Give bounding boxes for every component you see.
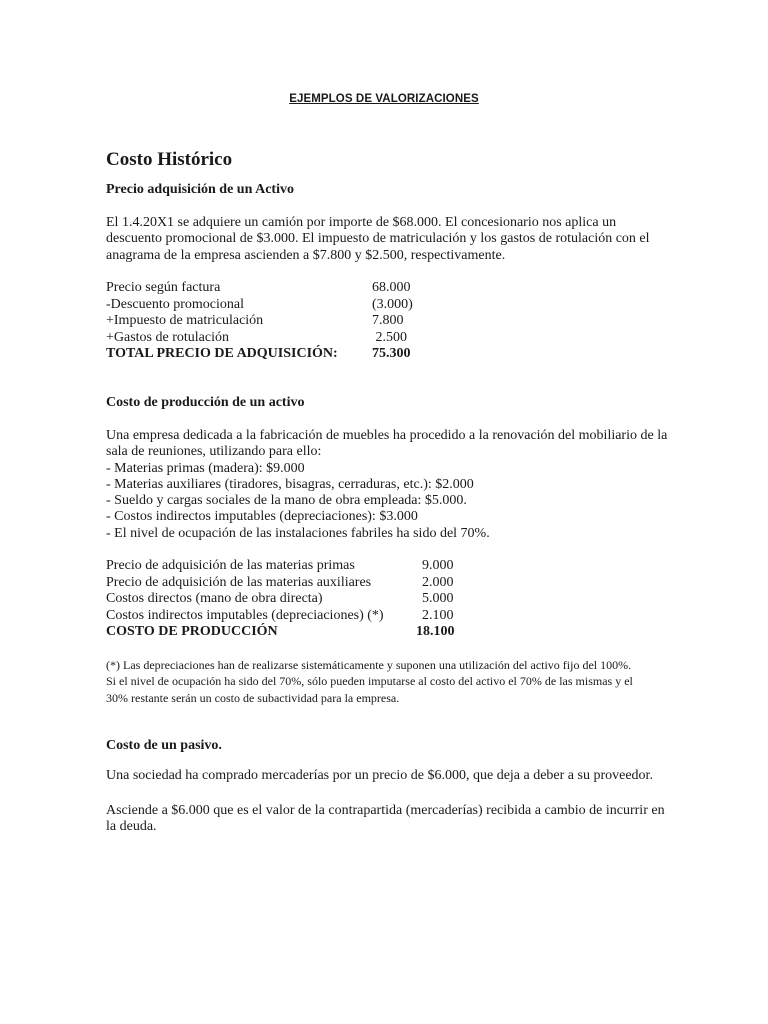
paragraph-line: sala de reuniones, utilizando para ello:: [106, 444, 322, 460]
paragraph-line: Una empresa dedicada a la fabricación de muebles ha procedido a la renovación del mobiliario de la: [106, 428, 668, 443]
row-value: 18.100: [416, 624, 455, 639]
paragraph-pasivo-2: [106, 803, 666, 836]
paragraph-adquisicion: [106, 215, 666, 264]
row-value: 2.100: [422, 607, 454, 623]
paragraph-pasivo-1: [106, 768, 666, 784]
row-label: +Impuesto de matriculación: [106, 313, 264, 328]
paragraph-produccion: [106, 428, 666, 542]
row-value: 5.000: [422, 591, 454, 606]
paragraph-line: - Costos indirectos imputables (depreciaciones): $3.000: [106, 509, 418, 525]
paragraph-line: El 1.4.20X1 se adquiere un camión por importe de $68.000. El concesionario nos aplica un: [106, 215, 617, 230]
paragraph-line: descuento promocional de $3.000. El impuesto de matriculación y los gastos de rotulación con el: [106, 231, 650, 247]
row-label: Precio según factura: [106, 280, 221, 295]
row-value: 68.000: [372, 280, 411, 295]
paragraph-line: anagrama de la empresa ascienden a $7.800 y $2.500, respectivamente.: [106, 247, 506, 263]
footnote-line: (*) Las depreciaciones han de realizarse sistemáticamente y suponen una utilización del activo fijo del 100%.: [106, 658, 632, 672]
row-value: (3.000): [372, 296, 413, 312]
footnote-depreciaciones: [106, 657, 666, 706]
subheading-precio-adquisicion: Precio adquisición de un Activo: [106, 182, 294, 197]
footnote-line: Si el nivel de ocupación ha sido del 70%, sólo pueden imputarse al costo del activo el 70% de las mismas y el: [106, 674, 633, 689]
row-label: Costos directos (mano de obra directa): [106, 591, 323, 606]
paragraph-line: - Sueldo y cargas sociales de la mano de obra empleada: $5.000.: [106, 493, 467, 509]
row-label: -Descuento promocional: [106, 296, 245, 312]
row-label: +Gastos de rotulación: [106, 329, 229, 345]
paragraph-line: - El nivel de ocupación de las instalaciones fabriles ha sido del 70%.: [106, 525, 490, 541]
row-value: 9.000: [422, 558, 454, 573]
paragraph-line: Una sociedad ha comprado mercaderías por un precio de $6.000, que deja a deber a su proveedor.: [106, 768, 653, 783]
paragraph-line: la deuda.: [106, 819, 157, 835]
row-value: 2.500: [372, 329, 407, 345]
subheading-costo-produccion: Costo de producción de un activo: [106, 395, 305, 410]
subheading-costo-pasivo: Costo de un pasivo.: [106, 738, 222, 753]
paragraph-line: - Materias auxiliares (tiradores, bisagras, cerraduras, etc.): $2.000: [106, 476, 474, 492]
paragraph-line: - Materias primas (madera): $9.000: [106, 460, 305, 476]
paragraph-line: Asciende a $6.000 que es el valor de la contrapartida (mercaderías) recibida a cambio de incurrir en: [106, 803, 665, 818]
row-label: TOTAL PRECIO DE ADQUISICIÓN:: [106, 346, 338, 361]
row-value: 2.000: [422, 574, 454, 590]
row-label: Precio de adquisición de las materias auxiliares: [106, 574, 372, 590]
row-label: Precio de adquisición de las materias primas: [106, 558, 355, 573]
row-label: Costos indirectos imputables (depreciaciones) (*): [106, 607, 384, 623]
footnote-line: 30% restante serán un costo de subactividad para la empresa.: [106, 690, 400, 705]
document-title: EJEMPLOS DE VALORIZACIONES: [289, 93, 479, 105]
row-value: 75.300: [372, 346, 411, 361]
section-heading-costo-historico: Costo Histórico: [106, 149, 233, 170]
row-value: 7.800: [372, 313, 404, 328]
row-label: COSTO DE PRODUCCIÓN: [106, 624, 278, 639]
